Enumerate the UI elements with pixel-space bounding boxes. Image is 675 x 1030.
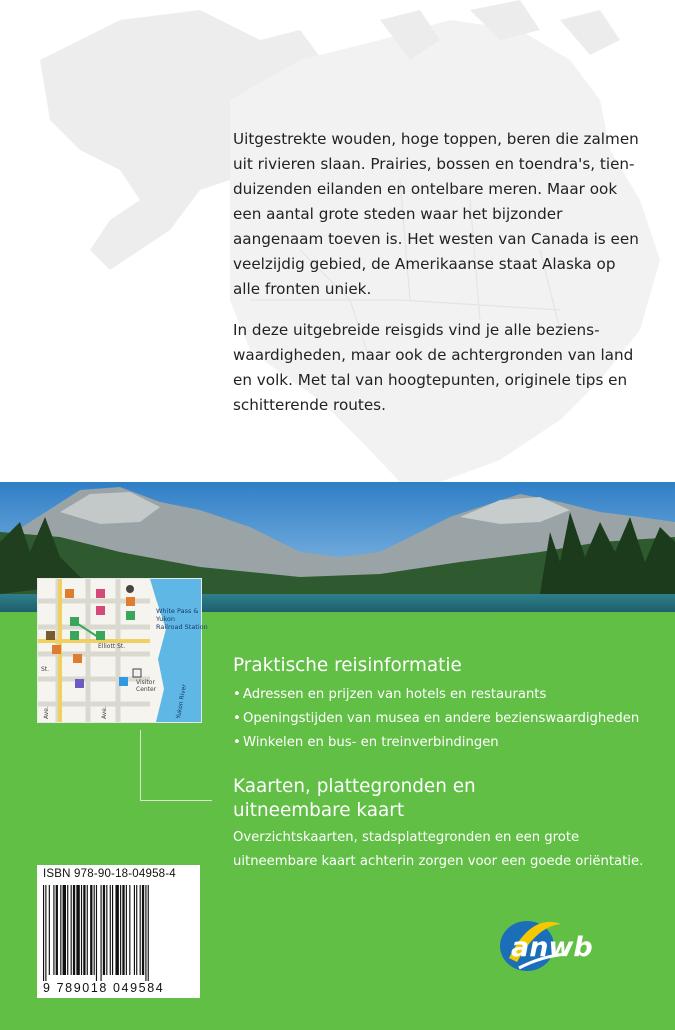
list-item: • Openingstijden van musea en andere bezienswaardigheden [233,711,640,726]
barcode-bar [60,885,61,975]
maps-heading: Kaarten, plattegronden en uitneembare kaart [233,776,476,821]
station-label-2: Yukon [156,615,175,623]
barcode-bar [136,885,137,975]
isbn-label: ISBN 978-90-18-04958-4 [43,868,176,880]
barcode-bar [140,885,141,975]
barcode-bar [96,885,97,981]
barcode-bar [56,885,58,975]
barcode-bar [142,885,144,975]
visitor-label-1: Visitor [136,679,155,686]
st-label: St. [41,666,50,673]
barcode-bar [103,885,105,975]
barcode-bar [90,885,92,975]
top-section [0,0,675,482]
barcode-bar [71,885,72,975]
street-label: Elliott St. [98,643,126,650]
barcode-bar [145,885,146,981]
ave-label-2: Ave. [101,706,108,719]
isbn-digits: 9 789018 049584 [43,981,165,995]
barcode-bar [101,885,102,981]
barcode-bar [45,885,46,981]
anwb-logo [497,918,609,977]
visitor-label-2: Center [136,686,157,693]
barcode-bar [148,885,149,981]
barcode-bar [49,885,50,975]
barcode-bar [67,885,68,975]
barcode-bar [122,885,124,975]
maps-paragraph: Overzichtskaarten, stadsplattegronden en een grote uitneembare kaart achterin zorgen voor een goede oriëntatie. [233,830,644,869]
station-label-1: White Pass & [156,607,199,615]
description-paragraph: In deze uitgebreide reisgids vind je alle beziens-waardigheden, maar ook de achtergronden van land en volk. Met tal van hoogtepunten, originele tips en schitterende routes. [233,321,634,414]
barcode-bar [134,885,135,975]
river-label: Yukon River [175,683,189,720]
barcode-bar [63,885,66,975]
list-item: • Winkelen en bus- en treinverbindingen [233,735,499,750]
barcode-bar [76,885,79,975]
ave-label-1: Ave. [43,706,50,719]
list-item: • Adressen en prijzen van hotels en restaurants [233,687,547,702]
barcode-bar [83,885,85,975]
barcode-image [43,885,194,981]
barcode-bar [115,885,118,975]
isbn-barcode-box [37,865,200,998]
logo-text: anwb [511,932,593,963]
barcode-bar [53,885,54,975]
barcode-bar [106,885,107,975]
practical-info-list [233,683,639,755]
barcode-bar [43,885,44,981]
barcode-bar [87,885,88,975]
city-map-thumbnail [37,578,208,723]
barcode-bar [112,885,113,975]
divider-vertical [140,730,141,800]
station-label-3: Railroad Station [156,623,208,631]
barcode-bar [126,885,127,975]
barcode-bar [129,885,130,975]
practical-info-heading: Praktische reisinformatie [233,655,462,676]
barcode-bar [73,885,75,975]
barcode-bar [94,885,95,975]
barcode-bar [110,885,111,975]
barcode-bar [81,885,82,975]
divider-horizontal [140,800,212,801]
barcode-bar [120,885,121,975]
intro-paragraph: Uitgestrekte wouden, hoge toppen, beren die zalmen uit rivieren slaan. Prairies, bossen en toendra's, tien-duizenden eilanden en ontelbare meren. Maar ook een aantal grote steden waar het bijzonder aangenaam toeven is. Het westen van Canada is een veelzijdig gebied, de Amerikaanse staat Alaska op alle fronten uniek. [233,130,639,298]
